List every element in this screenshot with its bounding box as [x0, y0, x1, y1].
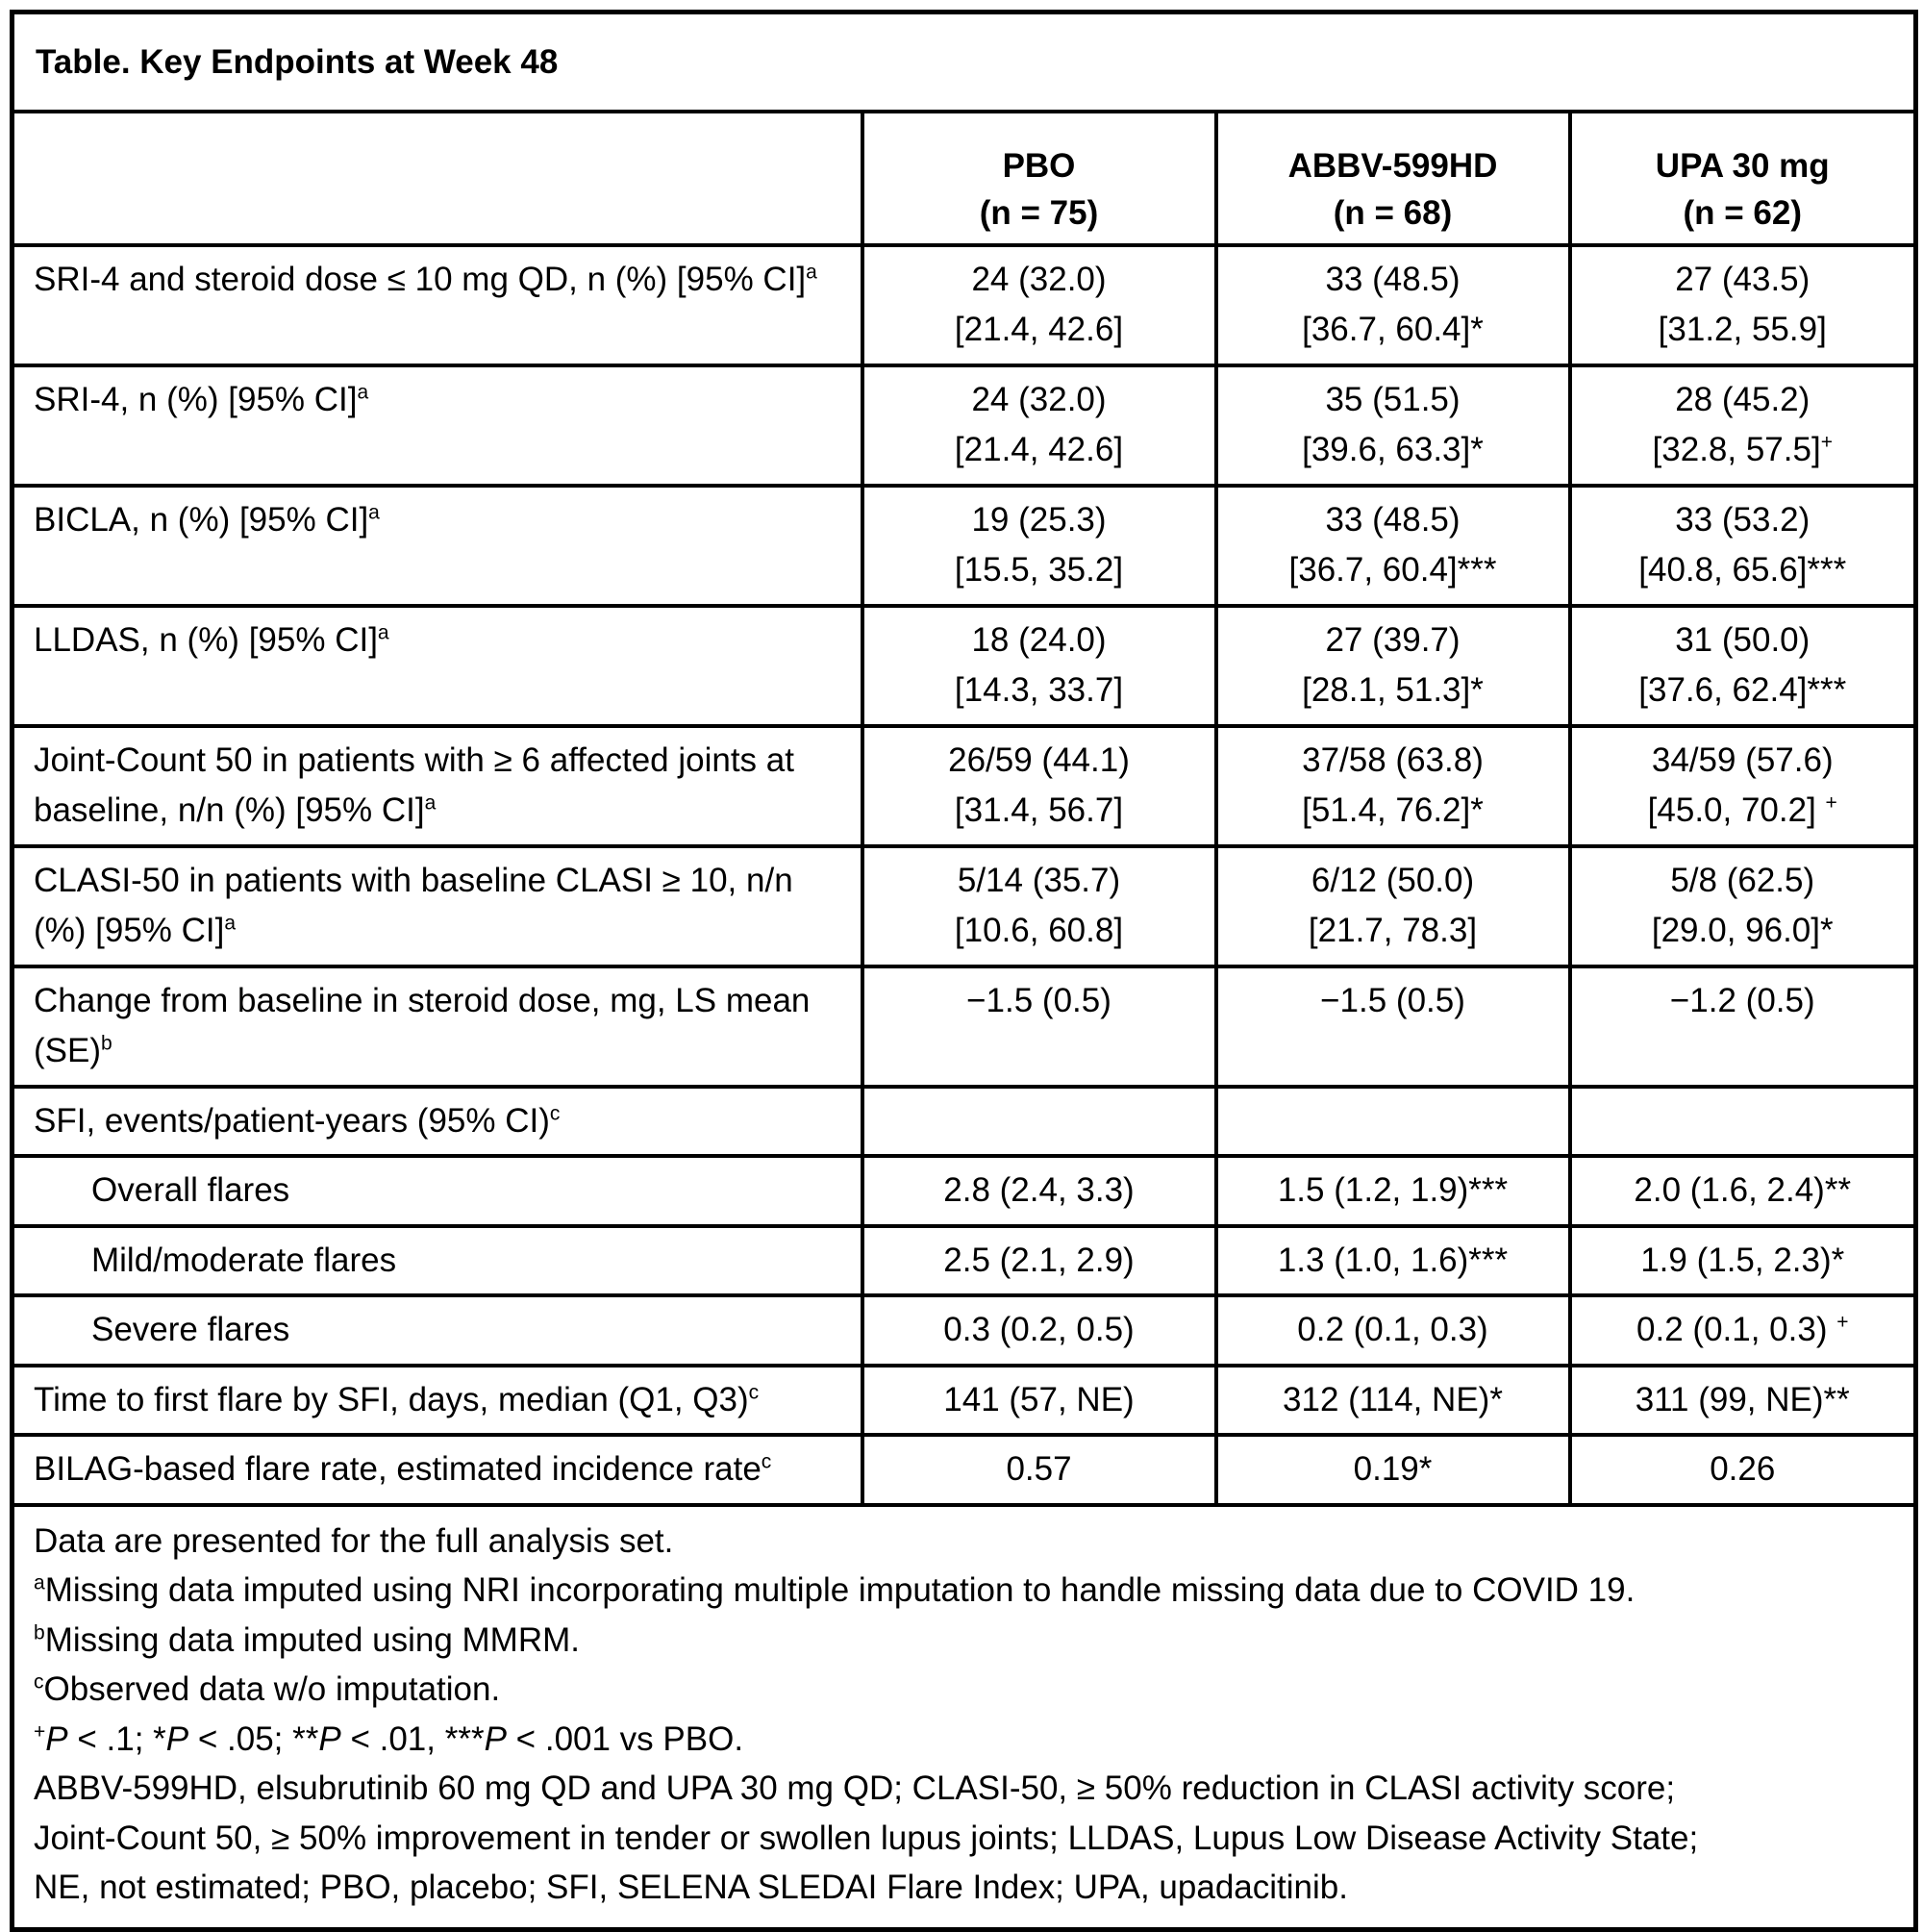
cell-value: 27 (43.5) [1675, 260, 1811, 298]
column-n: (n = 62) [1683, 194, 1802, 233]
data-cell [862, 245, 1216, 365]
data-cell [1216, 1295, 1570, 1366]
header-empty-cell [12, 112, 862, 245]
column-n: (n = 75) [979, 194, 1099, 233]
data-cell [1216, 1156, 1570, 1226]
cell-value: 2.5 (2.1, 2.9) [943, 1241, 1135, 1279]
cell-ci: [32.8, 57.5]+ [1652, 431, 1833, 469]
row-label: Change from baseline in steroid dose, mg, LS mean (SE)$^b$ [12, 966, 862, 1087]
footnote-line: Joint-Count 50, ≥ 50% improvement in tender or swollen lupus joints; LLDAS, Lupus Low Disease Activity State; [34, 1819, 1699, 1857]
data-cell [1216, 1087, 1570, 1157]
data-cell [1570, 606, 1916, 726]
column-header-pbo [862, 112, 1216, 245]
column-header-abbv-599hd [1216, 112, 1570, 245]
data-cell [1216, 1435, 1570, 1505]
table-row [12, 966, 1916, 1087]
footnote-line: $^a$Missing data imputed using NRI incorporating multiple imputation to handle missing data due to COVID 19. [34, 1571, 1636, 1610]
data-cell [862, 1156, 1216, 1226]
key-endpoints-table [10, 10, 1918, 1932]
cell-value: 6/12 (50.0) [1311, 861, 1475, 899]
cell-ci: [51.4, 76.2]* [1302, 791, 1484, 830]
row-label: BICLA, n (%) [95% CI]$^a$ [12, 486, 862, 606]
cell-value: 33 (53.2) [1675, 500, 1811, 539]
cell-ci: [39.6, 63.3]* [1302, 431, 1484, 469]
data-cell [1216, 365, 1570, 486]
data-cell [862, 726, 1216, 846]
data-cell [862, 365, 1216, 486]
footnote-line: +P < .1; *P < .05; **P < .01, ***P < .001 vs PBO. [34, 1719, 744, 1758]
data-cell [1570, 365, 1916, 486]
cell-value: −1.5 (0.5) [966, 981, 1111, 1019]
data-cell [862, 1295, 1216, 1366]
data-cell [1570, 1156, 1916, 1226]
table-footnotes-row [12, 1505, 1916, 1930]
data-cell [862, 846, 1216, 966]
row-label: Overall flares [12, 1156, 862, 1226]
cell-value: 28 (45.2) [1675, 380, 1811, 418]
row-label: Severe flares [12, 1295, 862, 1366]
table-row [12, 1435, 1916, 1505]
row-label: LLDAS, n (%) [95% CI]$^a$ [12, 606, 862, 726]
data-cell [1216, 1366, 1570, 1436]
cell-value: 311 (99, NE)** [1635, 1380, 1850, 1418]
footnote-line: NE, not estimated; PBO, placebo; SFI, SELENA SLEDAI Flare Index; UPA, upadacitinib. [34, 1868, 1348, 1906]
data-cell [1570, 1087, 1916, 1157]
cell-ci: [21.7, 78.3] [1308, 912, 1478, 950]
cell-value: 2.0 (1.6, 2.4)** [1634, 1171, 1852, 1210]
cell-value: 37/58 (63.8) [1302, 740, 1484, 779]
column-name: UPA 30 mg [1655, 146, 1830, 185]
cell-ci: [36.7, 60.4]* [1302, 311, 1484, 349]
data-cell [1570, 1366, 1916, 1436]
cell-value: 35 (51.5) [1325, 380, 1461, 418]
data-cell [1216, 486, 1570, 606]
data-cell [1570, 1226, 1916, 1296]
data-cell [1216, 846, 1570, 966]
row-label: BILAG-based flare rate, estimated incidence rate$^c$ [12, 1435, 862, 1505]
cell-value: 5/8 (62.5) [1670, 861, 1815, 899]
row-label: SFI, events/patient-years (95% CI)$^c$ [12, 1087, 862, 1157]
table-row [12, 846, 1916, 966]
cell-ci: [37.6, 62.4]*** [1638, 671, 1847, 710]
data-cell [862, 1226, 1216, 1296]
table-title: Table. Key Endpoints at Week 48 [12, 13, 1916, 112]
cell-ci: [21.4, 42.6] [954, 311, 1124, 349]
table-header-row [12, 112, 1916, 245]
data-cell [1570, 1435, 1916, 1505]
cell-ci: [40.8, 65.6]*** [1638, 551, 1847, 590]
cell-value: 5/14 (35.7) [957, 861, 1121, 899]
data-cell [862, 966, 1216, 1087]
cell-ci: [45.0, 70.2] + [1647, 791, 1837, 830]
column-name: ABBV-599HD [1287, 146, 1498, 185]
cell-value: 19 (25.3) [971, 500, 1107, 539]
cell-value: 34/59 (57.6) [1651, 740, 1834, 779]
cell-value: 0.57 [1006, 1450, 1072, 1489]
cell-value: 1.3 (1.0, 1.6)*** [1277, 1241, 1509, 1279]
cell-value: 26/59 (44.1) [948, 740, 1130, 779]
data-cell [1570, 846, 1916, 966]
cell-value: 18 (24.0) [971, 620, 1107, 659]
cell-value: −1.5 (0.5) [1320, 981, 1465, 1019]
data-cell [862, 1087, 1216, 1157]
data-cell [1570, 1295, 1916, 1366]
row-label: Time to first flare by SFI, days, median (Q1, Q3)$^c$ [12, 1366, 862, 1436]
table-row [12, 486, 1916, 606]
data-cell [1570, 245, 1916, 365]
table-row [12, 1226, 1916, 1296]
footnote-line: $^b$Missing data imputed using MMRM. [34, 1620, 580, 1659]
row-label: CLASI-50 in patients with baseline CLASI ≥ 10, n/n (%) [95% CI]$^a$ [12, 846, 862, 966]
cell-value: −1.2 (0.5) [1669, 981, 1815, 1019]
cell-ci: [29.0, 96.0]* [1651, 912, 1834, 950]
row-label: Mild/moderate flares [12, 1226, 862, 1296]
footnotes [12, 1505, 1916, 1930]
table-row [12, 1366, 1916, 1436]
table-row [12, 606, 1916, 726]
column-name: PBO [1002, 146, 1076, 185]
table-row [12, 245, 1916, 365]
data-cell [1216, 606, 1570, 726]
row-label: SRI-4 and steroid dose ≤ 10 mg QD, n (%) [95% CI]$^a$ [12, 245, 862, 365]
cell-ci: [15.5, 35.2] [954, 551, 1124, 590]
footnote-line: ABBV-599HD, elsubrutinib 60 mg QD and UPA 30 mg QD; CLASI-50, ≥ 50% reduction in CLASI activity score; [34, 1769, 1676, 1808]
table-row [12, 726, 1916, 846]
data-cell [1570, 726, 1916, 846]
cell-value: 1.9 (1.5, 2.3)* [1640, 1241, 1845, 1279]
data-cell [1216, 966, 1570, 1087]
table-section-row [12, 1087, 1916, 1157]
cell-ci: [31.2, 55.9] [1658, 311, 1827, 349]
cell-value: 0.3 (0.2, 0.5) [943, 1311, 1135, 1349]
footnote-line: $^c$Observed data w/o imputation. [34, 1670, 501, 1709]
cell-value: 24 (32.0) [971, 380, 1107, 418]
column-header-upa-30mg [1570, 112, 1916, 245]
cell-value: 0.2 (0.1, 0.3) + [1636, 1311, 1849, 1349]
row-label: Joint-Count 50 in patients with ≥ 6 affected joints at baseline, n/n (%) [95% CI]$^a$ [12, 726, 862, 846]
cell-ci: [14.3, 33.7] [954, 671, 1124, 710]
data-cell [862, 606, 1216, 726]
table-title-row [12, 13, 1916, 112]
cell-value: 312 (114, NE)* [1283, 1380, 1503, 1418]
cell-value: 141 (57, NE) [943, 1380, 1135, 1418]
row-label: SRI-4, n (%) [95% CI]$^a$ [12, 365, 862, 486]
footnote-line: Data are presented for the full analysis set. [34, 1521, 674, 1560]
data-cell [1216, 245, 1570, 365]
data-cell [862, 1435, 1216, 1505]
cell-value: 2.8 (2.4, 3.3) [943, 1171, 1135, 1210]
cell-value: 33 (48.5) [1325, 500, 1461, 539]
table-row [12, 365, 1916, 486]
cell-ci: [36.7, 60.4]*** [1288, 551, 1497, 590]
cell-ci: [31.4, 56.7] [954, 791, 1124, 830]
cell-value: 31 (50.0) [1675, 620, 1811, 659]
data-cell [1570, 966, 1916, 1087]
data-cell [1216, 1226, 1570, 1296]
cell-value: 27 (39.7) [1325, 620, 1461, 659]
cell-value: 0.19* [1353, 1450, 1433, 1489]
cell-value: 0.26 [1710, 1450, 1776, 1489]
cell-value: 33 (48.5) [1325, 260, 1461, 298]
cell-value: 24 (32.0) [971, 260, 1107, 298]
table-row [12, 1156, 1916, 1226]
data-cell [1570, 486, 1916, 606]
table-row [12, 1295, 1916, 1366]
data-cell [862, 1366, 1216, 1436]
cell-ci: [10.6, 60.8] [954, 912, 1124, 950]
column-n: (n = 68) [1333, 194, 1453, 233]
data-cell [862, 486, 1216, 606]
data-cell [1216, 726, 1570, 846]
cell-ci: [21.4, 42.6] [954, 431, 1124, 469]
cell-ci: [28.1, 51.3]* [1302, 671, 1484, 710]
cell-value: 0.2 (0.1, 0.3) [1297, 1311, 1488, 1349]
cell-value: 1.5 (1.2, 1.9)*** [1277, 1171, 1509, 1210]
